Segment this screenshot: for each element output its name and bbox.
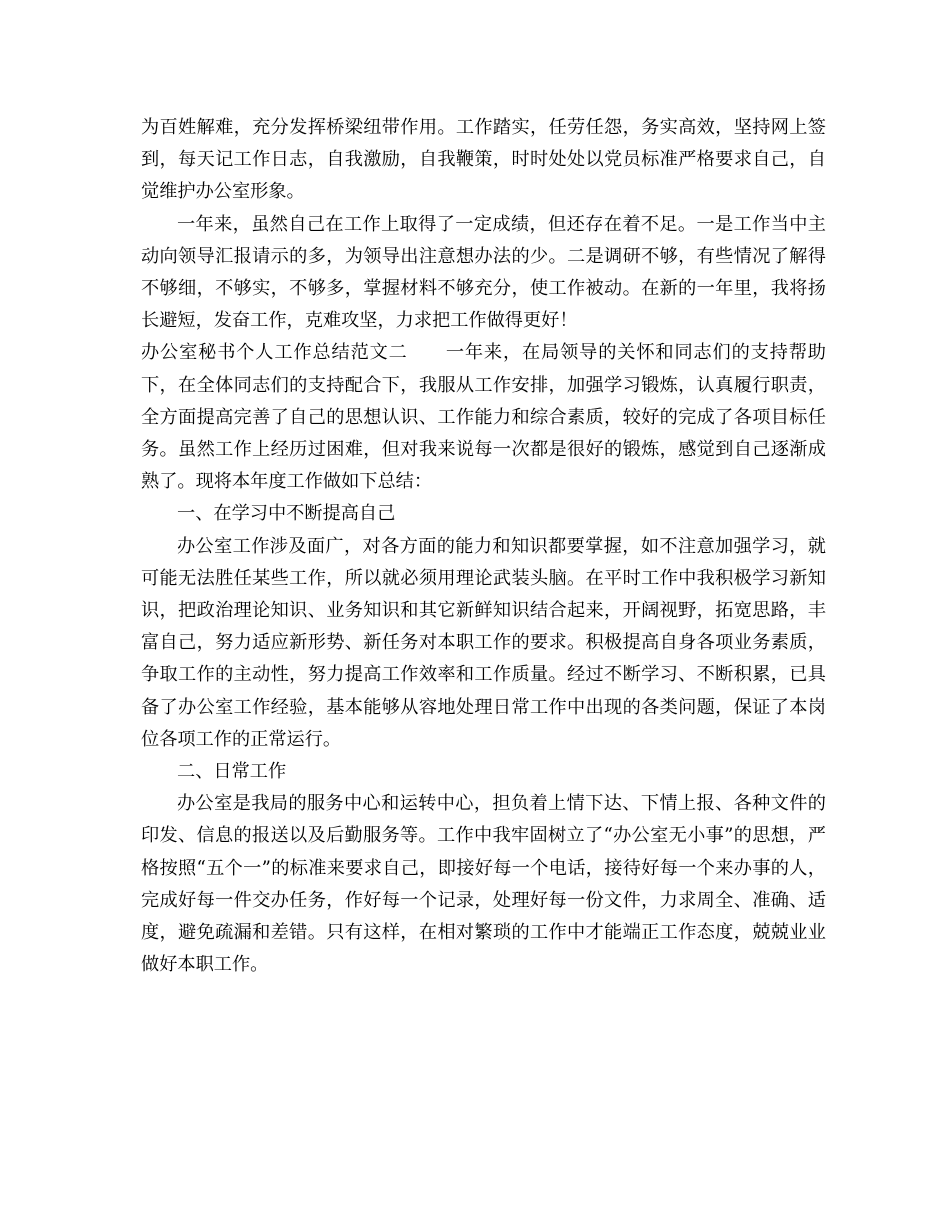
- paragraph-daily-work: 办公室是我局的服务中心和运转中心，担负着上情下达、下情上报、各种文件的印发、信息的报送以及后勤服务等。工作中我牢固树立了“办公室无小事”的思想，严格按照“五个一”的标准来要求自己，即接好每一个电话，接待好每一个来办事的人，完成好每一件交办任务，作好每一个记录，处理好每一份文件，力求周全、准确、适度，避免疏漏和差错。只有这样，在相对繁琐的工作中才能端正工作态度，兢兢业业做好本职工作。: [141, 793, 826, 976]
- paragraph-intro-continuation: 为百姓解难，充分发挥桥梁纽带作用。工作踏实，任劳任怨，务实高效，坚持网上签到，每天记工作日志，自我激励，自我鞭策，时时处处以党员标准严格要求自己，自觉维护办公室形象。: [141, 117, 826, 203]
- section-heading-study: 一、在学习中不断提高自己: [177, 503, 396, 525]
- paragraph-shortcomings: 一年来，虽然自己在工作上取得了一定成绩，但还存在着不足。一是工作当中主动向领导汇报请示的多，为领导出注意想办法的少。二是调研不够，有些情况了解得不够细，不够实，不够多，掌握材料不够充分，使工作被动。在新的一年里，我将扬长避短，发奋工作，克难攻坚，力求把工作做得更好！: [141, 213, 826, 332]
- section-heading-daily-work: 二、日常工作: [177, 761, 287, 783]
- document-page: [141, 112, 826, 981]
- paragraph-summary-two-opening: 办公室秘书个人工作总结范文二 一年来，在局领导的关怀和同志们的支持帮助下，在全体同志们的支持配合下，我服从工作安排，加强学习锻炼，认真履行职责，全方面提高完善了自己的思想认识、工作能力和综合素质，较好的完成了各项目标任务。虽然工作上经历过困难，但对我来说每一次都是很好的锻炼，感觉到自己逐渐成熟了。现将本年度工作做如下总结：: [141, 342, 826, 493]
- paragraph-study: 办公室工作涉及面广，对各方面的能力和知识都要掌握，如不注意加强学习，就可能无法胜任某些工作，所以就必须用理论武装头脑。在平时工作中我积极学习新知识，把政治理论知识、业务知识和其它新鲜知识结合起来，开阔视野，拓宽思路，丰富自己，努力适应新形势、新任务对本职工作的要求。积极提高自身各项业务素质，争取工作的主动性，努力提高工作效率和工作质量。经过不断学习、不断积累，已具备了办公室工作经验，基本能够从容地处理日常工作中出现的各类问题，保证了本岗位各项工作的正常运行。: [141, 535, 826, 750]
